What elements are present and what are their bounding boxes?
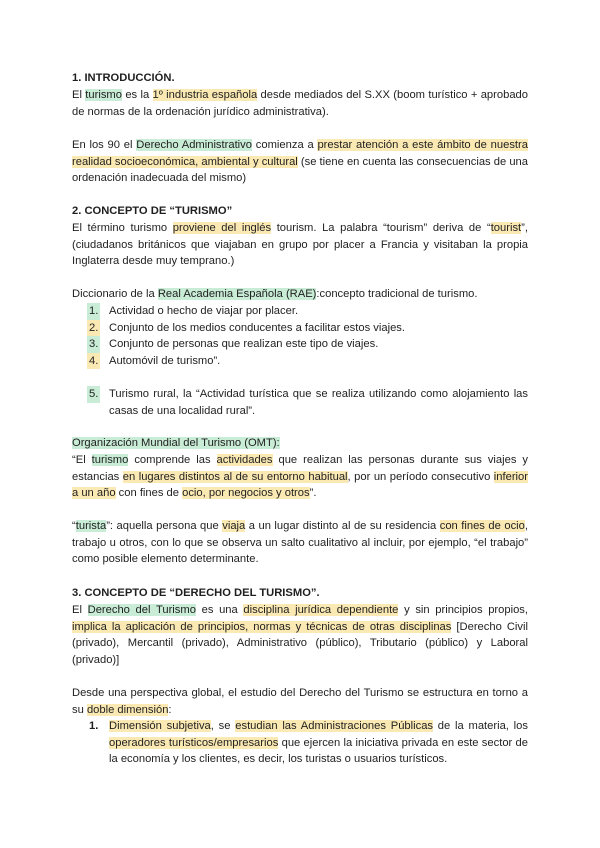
rae-definition-intro: Diccionario de la Real Academia Española (RAE):concepto tradicional de turismo. xyxy=(72,288,478,300)
intro-paragraph: El turismo es la 1º industria española desde mediados del S.XX (boom turístico + aprobado de normas de la ordenación jurídico administrativa). xyxy=(72,89,528,118)
list-item: 3. Conjunto de personas que realizan este tipo de viajes. xyxy=(72,336,528,353)
derecho-administrativo-paragraph: En los 90 el Derecho Administrativo comienza a prestar atención a este ámbito de nuestra realidad socioeconómica, ambiental y cultural (se tiene en cuenta las consecuencias de una ordenación inadecuada del mismo) xyxy=(72,139,528,185)
omt-title: Organización Mundial del Turismo (OMT): xyxy=(72,437,280,449)
list-item: 5. Turismo rural, la “Actividad turística que se realiza utilizando como alojamiento las casas de una localidad rural”. xyxy=(89,388,528,417)
section-2-title: 2. CONCEPTO DE “TURISMO” xyxy=(72,205,233,217)
rae-definitions-list xyxy=(72,303,528,369)
list-item: 2. Conjunto de los medios conducentes a facilitar estos viajes. xyxy=(72,320,528,337)
list-item: 1. Actividad o hecho de viajar por placer. xyxy=(72,303,528,320)
turista-definition: “turista”: aquella persona que viaja a un lugar distinto al de su residencia con fines de ocio, trabajo u otros, con lo que se observa un salto cualitativo al incluir, por ejemplo, “el trabajo” como posible elemento determinante. xyxy=(72,520,528,566)
turismo-origin-paragraph: El término turismo proviene del inglés tourism. La palabra “tourism” deriva de “tourist”, (ciudadanos británicos que viajaban en grupo por placer a Francia y visitaban la propia Inglaterra desde muy temprano.) xyxy=(72,222,528,268)
section-1-title: 1. INTRODUCCIÓN. xyxy=(72,72,175,84)
section-3-title: 3. CONCEPTO DE “DERECHO DEL TURISMO”. xyxy=(72,587,320,599)
rae-definitions-list-continued xyxy=(72,386,528,419)
doble-dimension-paragraph: Desde una perspectiva global, el estudio del Derecho del Turismo se estructura en torno a su doble dimensión: xyxy=(72,687,528,716)
omt-definition: “El turismo comprende las actividades que realizan las personas durante sus viajes y estancias en lugares distintos al de su entorno habitual, por un período consecutivo inferior a un año con fines de ocio, por negocios y otros”. xyxy=(72,454,528,500)
list-item: 4. Automóvil de turismo”. xyxy=(72,353,528,370)
derecho-turismo-paragraph: El Derecho del Turismo es una disciplina jurídica dependiente y sin principios propios, implica la aplicación de principios, normas y técnicas de otras disciplinas [Derecho Civil (privado), Mercantil (privado), Administrativo (público), Tributario (público) y Laboral (privado)] xyxy=(72,604,529,666)
list-item: 1. Dimensión subjetiva, se estudian las Administraciones Públicas de la materia, los operadores turísticos/empresarios que ejercen la iniciativa privada en este sector de la economía y los clientes, es decir, los turistas o usuarios turísticos. xyxy=(89,720,528,766)
dimension-list xyxy=(72,718,528,768)
